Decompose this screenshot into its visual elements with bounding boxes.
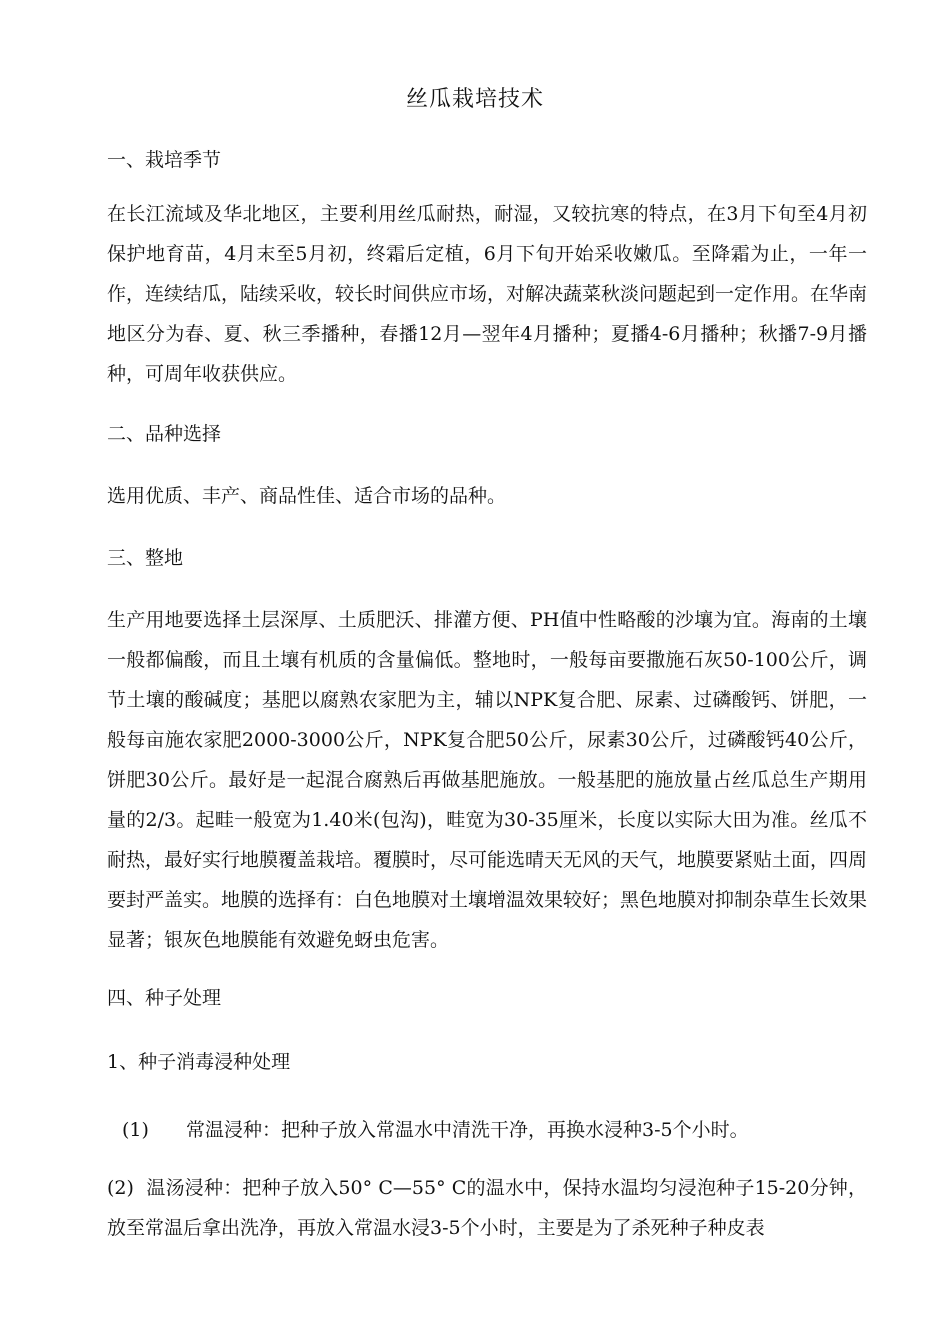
document-title: 丝瓜栽培技术 — [405, 87, 544, 112]
section-text-variety: 选用优质、丰产、商品性佳、适合市场的品种。 — [107, 485, 507, 507]
section-text-soil-prep: 生产用地要选择土层深厚、土质肥沃、排灌方便、PH值中性略酸的沙壤为宜。海南的土壤一般都偏酸，而且土壤有机质的含量偏低。整地时，一般每亩要撒施石灰50-100公斤，调节土壤的酸碱度；基肥以腐熟农家肥为主，辅以NPK复合肥、尿素、过磷酸钙、饼肥，一般每亩施农家肥2000-3000公斤，NPK复合肥50公斤，尿素30公斤，过磷酸钙40公斤，饼肥30公斤。最好是一起混合腐熟后再做基肥施放。一般基肥的施放量占丝瓜总生产期用量的2/3。起畦一般宽为1.40米(包沟)，畦宽为30-35厘米，长度以实际大田为准。丝瓜不耐热，最好实行地膜覆盖栽培。覆膜时，尽可能选晴天无风的天气，地膜要紧贴土面，四周要封严盖实。地膜的选择有：白色地膜对土壤增温效果较好；黑色地膜对抑制杂草生长效果显著；银灰色地膜能有效避免蚜虫危害。 — [107, 609, 868, 951]
section-heading-soil-prep: 三、整地 — [107, 547, 184, 569]
list-item-text: 温汤浸种：把种子放入50° C—55° C的温水中，保持水温均匀浸泡种子15-20分钟，放至常温后拿出洗净，再放入常温水浸3-5个小时，主要是为了杀死种子种皮表 — [107, 1177, 867, 1239]
list-item-number: (2) — [107, 1177, 134, 1199]
section-text-season: 在长江流域及华北地区，主要利用丝瓜耐热，耐湿，又较抗寒的特点，在3月下旬至4月初保护地育苗，4月末至5月初，终霜后定植，6月下旬开始采收嫩瓜。至降霜为止，一年一作，连续结瓜，陆续采收，较长时间供应市场，对解决蔬菜秋淡问题起到一定作用。在华南地区分为春、夏、秋三季播种，春播12月—翌年4月播种；夏播4-6月播种；秋播7-9月播种，可周年收获供应。 — [107, 203, 868, 385]
section-heading-variety: 二、品种选择 — [107, 423, 222, 445]
section-heading-season: 一、栽培季节 — [107, 149, 222, 171]
list-item-normal-soak — [122, 1110, 852, 1150]
list-item-warm-soak — [107, 1168, 867, 1248]
list-item-number: (1) — [122, 1119, 149, 1141]
subheading-seed-disinfection: 1、种子消毒浸种处理 — [107, 1051, 291, 1073]
list-item-text: 常温浸种：把种子放入常温水中清洗干净，再换水浸种3-5个小时。 — [186, 1119, 749, 1141]
section-heading-seed-treatment: 四、种子处理 — [107, 987, 222, 1009]
